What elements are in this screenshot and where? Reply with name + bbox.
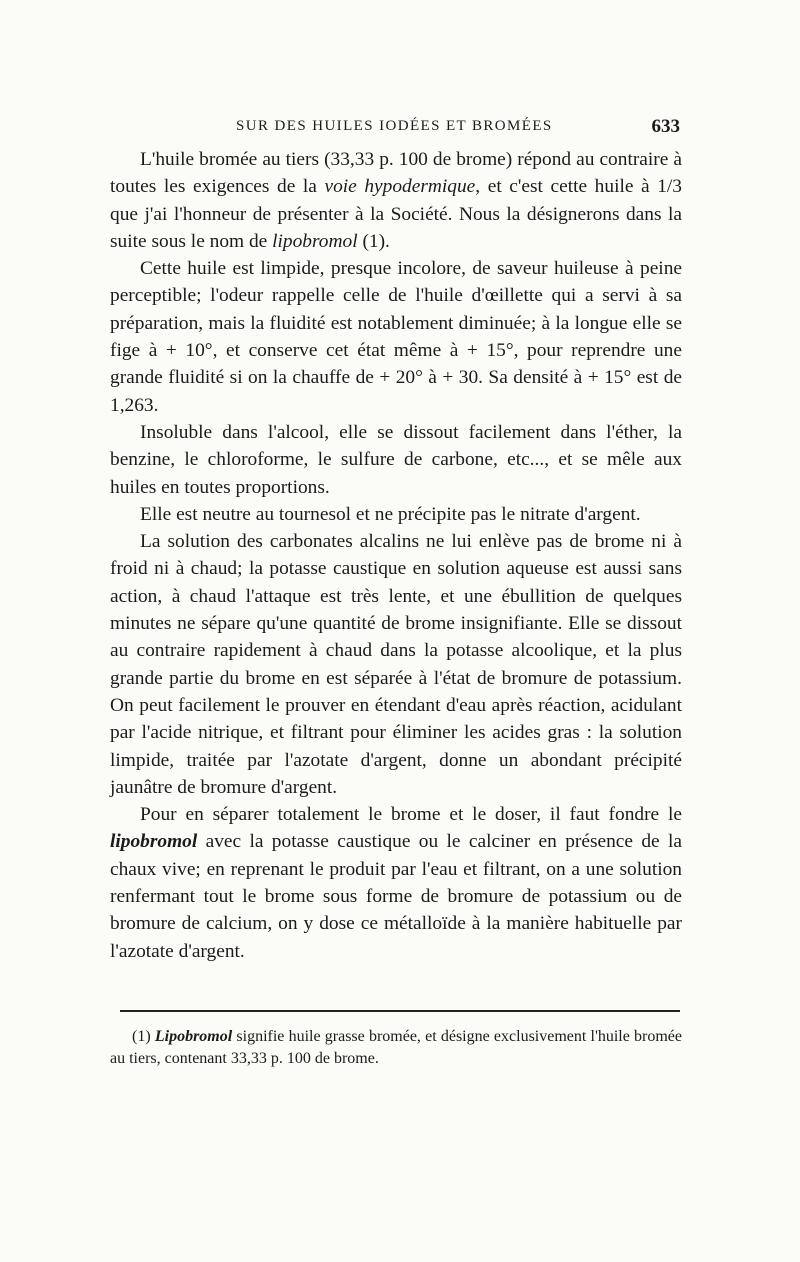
footnote-text: signifie huile grasse bromée, et désigne exclusivement l'huile bromée au tiers, contenant 33,33 p. 100 de brome. [110, 1028, 683, 1067]
running-title: SUR DES HUILES IODÉES ET BROMÉES [236, 118, 553, 134]
paragraph-1 [110, 146, 682, 255]
footnote-1 [110, 1026, 682, 1070]
page-number: 633 [651, 116, 680, 137]
paragraph-6-text-a: Pour en séparer totalement le brome et le doser, il faut fondre le [140, 804, 682, 826]
term-voie-hypodermique: voie hypodermique [324, 176, 476, 198]
paragraph-1-text-c: (1). [357, 230, 390, 252]
footnotes [110, 1026, 682, 1070]
footnote-marker: (1) [132, 1028, 155, 1045]
document-page [110, 0, 682, 1262]
term-lipobromol-bold: lipobromol [110, 831, 198, 853]
paragraph-6-text-b: avec la potasse caustique ou le calciner en présence de la chaux vive; en reprenant le produit par l'eau et filtrant, on a une solution renfermant tout le brome sous forme de bromure de potassium ou de bromure de calcium, on y dose ce métalloïde à la manière habituelle par l'azotate d'argent. [110, 831, 682, 962]
paragraph-1-text-a: L'huile bromée au tiers (33,33 p. 100 de brome) répond au contraire à toutes les exigences de la [110, 149, 682, 198]
paragraph-3: Insoluble dans l'alcool, elle se dissout facilement dans l'éther, la benzine, le chloroforme, le sulfure de carbone, etc..., et se mêle aux huiles en toutes proportions. [110, 421, 682, 498]
footnote-separator [120, 1010, 680, 1012]
running-header [110, 116, 682, 140]
paragraph-6 [110, 801, 682, 965]
paragraph-5: La solution des carbonates alcalins ne lui enlève pas de brome ni à froid ni à chaud; la potasse caustique en solution aqueuse est aussi sans action, à chaud l'attaque est très lente, et une ébullition de quelques minutes ne sépare qu'une quantité de brome insignifiante. Elle se dissout au contraire rapidement à chaud dans la potasse alcoolique, et la plus grande partie du brome en est séparée à l'état de bromure de potassium. On peut facilement le prouver en étendant d'eau après réaction, acidulant par l'acide nitrique, et filtrant pour éliminer les acides gras : la solution limpide, traitée par l'azotate d'argent, donne un abondant précipité jaunâtre de bromure d'argent. [110, 531, 682, 798]
footnote-term: Lipobromol [154, 1028, 233, 1045]
body-text [110, 146, 682, 965]
paragraph-4: Elle est neutre au tournesol et ne précipite pas le nitrate d'argent. [140, 503, 641, 525]
paragraph-1-text-b: , et c'est cette huile à 1/3 que j'ai l'honneur de présenter à la Société. Nous la désignerons dans la suite sous le nom de [110, 176, 682, 252]
term-lipobromol: lipobromol [272, 230, 358, 252]
paragraph-2: Cette huile est limpide, presque incolore, de saveur huileuse à peine perceptible; l'odeur rappelle celle de l'huile d'œillette qui a servi à sa préparation, mais la fluidité est notablement diminuée; à la longue elle se fige à + 10°, et conserve cet état même à + 15°, pour reprendre une grande fluidité si on la chauffe de + 20° à + 30. Sa densité à + 15° est de 1,263. [110, 258, 682, 416]
